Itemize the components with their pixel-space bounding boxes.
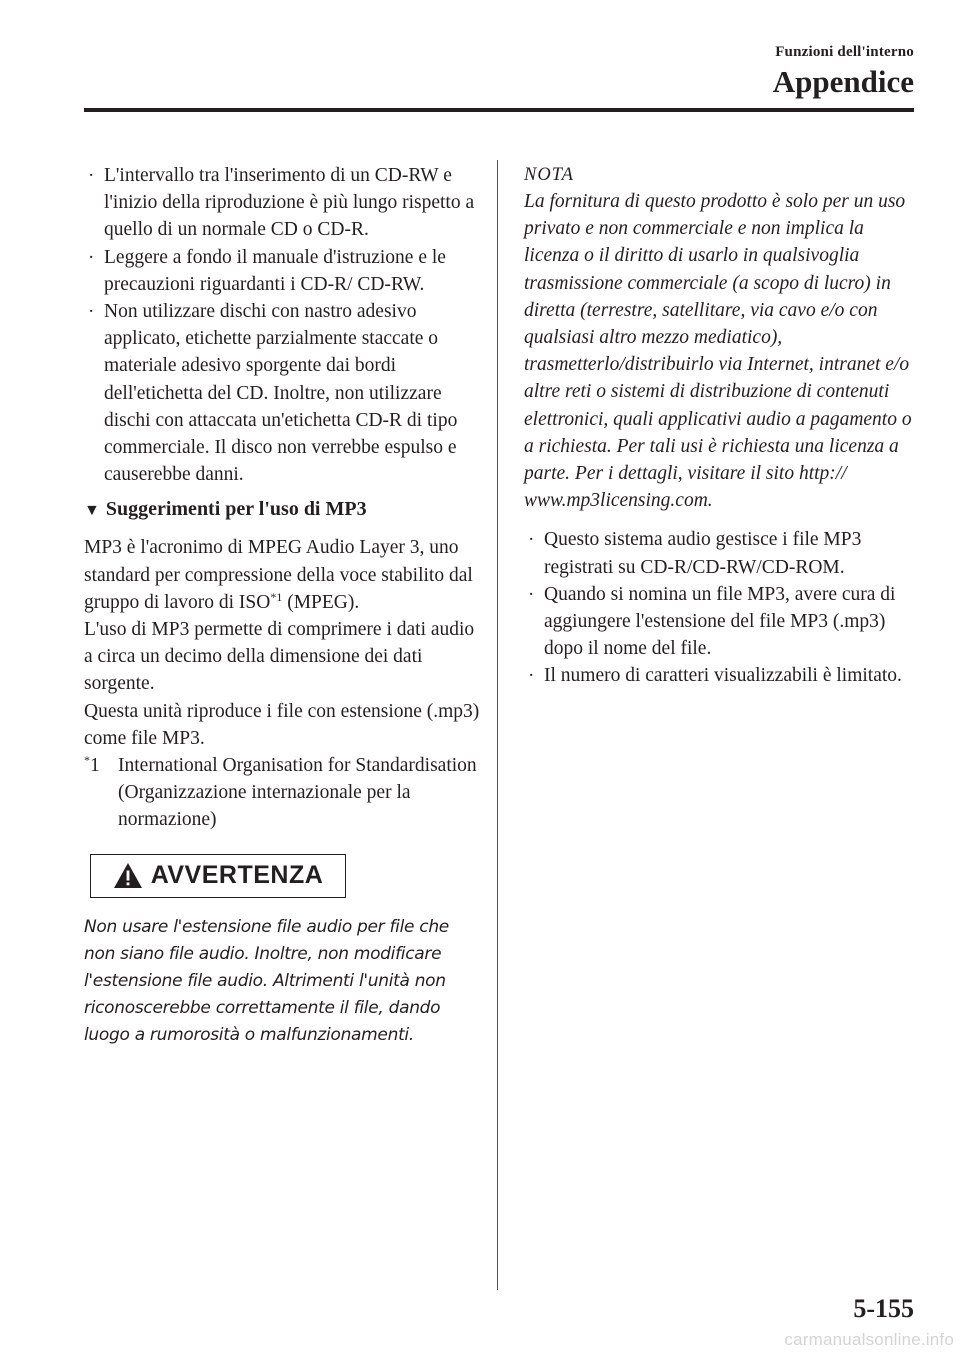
right-column: [524, 162, 919, 690]
bullet-text: Questo sistema audio gestisce i file MP3 registrati su CD-R/CD-RW/CD-ROM.: [544, 529, 862, 578]
bullet-text: Non utilizzare dischi con nastro adesivo applicato, etichette parzialmente staccate o materiale adesivo sporgente dai bordi dell'etichetta del CD. Inoltre, non utilizzare dischi con attaccata un'etichetta CD-R di tipo commerciale. Il disco non verrebbe espulso e causerebbe danni.: [104, 301, 458, 486]
warning-text: Non usare l'estensione file audio per file che non siano file audio. Inoltre, non modificare l'estensione file audio. Altrimenti l'unità non riconoscerebbe correttamente il file, dando luogo a rumorosità o malfunzionamenti.: [84, 916, 449, 1046]
bullet-text: Quando si nomina un file MP3, avere cura di aggiungere l'estensione del file MP3 (.mp3) dopo il nome del file.: [544, 583, 896, 660]
section-name: Funzioni dell'interno: [775, 44, 914, 60]
list-item: [84, 298, 484, 488]
bullet-dot-icon: ·: [528, 529, 535, 551]
bullet-dot-icon: ·: [88, 246, 95, 268]
subheading: [84, 496, 484, 524]
footnote-text: International Organisation for Standardisation (Organizzazione internazionale per la normazione): [118, 755, 477, 831]
spacer: [524, 514, 919, 526]
watermark: carmanualsonline.info: [784, 1330, 954, 1349]
bullet-dot-icon: ·: [88, 165, 95, 186]
list-item: [84, 244, 484, 298]
footnote: [84, 752, 484, 834]
bullet-dot-icon: ·: [528, 583, 535, 605]
bullet-dot-icon: ·: [528, 665, 535, 687]
bullet-text: Leggere a fondo il manuale d'istruzione e le precauzioni riguardanti i CD-R/ CD-RW.: [104, 246, 446, 295]
paragraph-playback: Questa unità riproduce i file con estensione (.mp3) come file MP3.: [84, 700, 480, 749]
section-header: [775, 44, 914, 61]
list-item: [524, 526, 919, 580]
note-label: NOTA: [524, 165, 574, 185]
paragraph-compression: L'uso di MP3 permette di comprimere i dati audio a circa un decimo della dimensione dei dati sorgente.: [84, 619, 475, 695]
paragraph-text: MP3 è l'acronimo di MPEG Audio Layer 3, uno standard per compressione della voce stabilito dal gruppo di lavoro di ISO: [84, 537, 473, 613]
warning-box: [90, 854, 346, 898]
list-item: [524, 662, 919, 689]
header-rule: [84, 108, 914, 112]
warning-triangle-icon: [113, 862, 143, 889]
warning-label: AVVERTENZA: [150, 861, 324, 890]
bullet-text: Il numero di caratteri visualizzabili è limitato.: [544, 665, 902, 687]
column-divider: [497, 160, 498, 1290]
footnote-ref: *1: [270, 589, 283, 604]
page-title: Appendice: [772, 64, 914, 99]
note-text: La fornitura di questo prodotto è solo per un uso privato e non commerciale e non implica la licenza o il diritto di usarlo in qualsivoglia trasmissione commerciale (a scopo di lucro) in diretta (terrestre, satellitare, via cavo e/o con qualsiasi altro mezzo mediatico), trasmetterlo/distribuirlo via Internet, intranet e/o altre reti o sistemi di distribuzione di contenuti elettronici, quali applicativi audio a pagamento o a richiesta. Per tali usi è richiesta una licenza a parte. Per i dettagli, visitare il sito http:// www.mp3licensing.com.: [524, 191, 912, 512]
paragraph-text: (MPEG).: [282, 591, 360, 613]
left-column: [84, 162, 484, 1050]
list-item: [524, 581, 919, 663]
subheading-text: Suggerimenti per l'uso di MP3: [105, 498, 367, 521]
list-item: [84, 162, 484, 244]
footnote-marker: *1: [84, 753, 100, 777]
paragraph-mp3-intro: [84, 534, 484, 616]
triangle-down-icon: ▼: [84, 502, 100, 520]
bullet-text: L'intervallo tra l'inserimento di un CD-RW e l'inizio della riproduzione è più lungo rispetto a quello di un normale CD o CD-R.: [104, 165, 475, 241]
page-number: 5-155: [853, 1294, 914, 1323]
bullet-dot-icon: ·: [88, 301, 95, 323]
